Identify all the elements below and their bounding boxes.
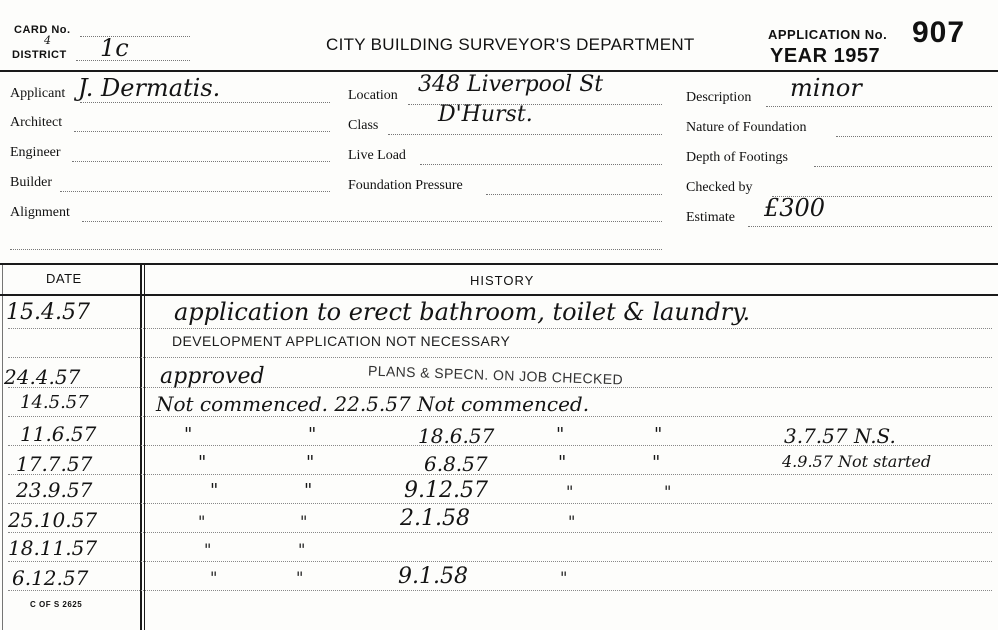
history-entry: " (566, 482, 574, 501)
architect-label: Architect (10, 115, 63, 130)
table-row-date: 25.10.57 (8, 508, 98, 532)
department-title: CITY BUILDING SURVEYOR'S DEPARTMENT (326, 35, 695, 54)
table-row-date: 18.11.57 (8, 536, 98, 560)
live-load-label: Live Load (348, 148, 406, 163)
history-entry: " (308, 424, 317, 445)
table-row-date: 15.4.57 (6, 300, 90, 325)
builder-label: Builder (10, 175, 52, 190)
history-entry: " (654, 424, 663, 445)
history-entry: " (304, 480, 313, 501)
history-entry: 9.12.57 (404, 478, 488, 503)
history-entry: " (198, 452, 207, 473)
history-entry: " (558, 452, 567, 473)
history-stamp: PLANS & SPECN. ON JOB CHECKED (367, 362, 624, 388)
history-entry: 2.1.58 (400, 506, 470, 531)
table-header-rule (0, 294, 998, 296)
district-label: DISTRICT (12, 49, 67, 61)
history-entry: approved (160, 364, 265, 389)
history-entry: " (556, 424, 565, 445)
history-entry: " (198, 512, 206, 531)
estimate-value: £300 (764, 194, 826, 222)
history-stamp: DEVELOPMENT APPLICATION NOT NECESSARY (172, 333, 511, 349)
engineer-label: Engineer (10, 145, 61, 160)
history-entry: " (300, 512, 308, 531)
applicant-label: Applicant (10, 86, 66, 101)
class-label: Class (348, 118, 379, 133)
year-label: YEAR 1957 (770, 45, 881, 67)
depth-of-footings-label: Depth of Footings (686, 150, 788, 165)
estimate-label: Estimate (686, 210, 735, 225)
description-value: minor (790, 74, 862, 102)
history-entry: " (306, 452, 315, 473)
date-header: DATE (46, 271, 82, 286)
table-left-rule (2, 263, 3, 630)
history-entry: application to erect bathroom, toilet & laundry. (174, 298, 751, 326)
history-entry: " (664, 482, 672, 501)
district-value: 1c (100, 34, 129, 62)
history-entry: " (204, 540, 212, 559)
alignment-label: Alignment (10, 205, 70, 220)
table-row-date: 23.9.57 (16, 478, 93, 502)
history-entry: Not commenced. 22.5.57 Not commenced. (156, 392, 590, 416)
history-entry: " (652, 452, 661, 473)
history-entry: " (210, 480, 219, 501)
history-entry: " (296, 568, 304, 587)
location-value: 348 Liverpool St (418, 72, 604, 97)
foundation-pressure-label: Foundation Pressure (348, 178, 463, 193)
table-row-date: 14.5.57 (20, 392, 89, 413)
history-header: HISTORY (470, 273, 535, 288)
application-no-label: APPLICATION No. (768, 27, 888, 42)
history-entry: " (184, 424, 193, 445)
card-no-value: 4 (44, 34, 51, 47)
form-code: C OF S 2625 (30, 600, 83, 609)
table-row-date: 11.6.57 (20, 422, 97, 446)
table-row-date: 17.7.57 (16, 452, 93, 476)
card-no-label: CARD No. (14, 24, 71, 36)
history-entry: 4.9.57 Not started (782, 452, 932, 471)
checked-by-label: Checked by (686, 180, 753, 195)
application-no-value: 907 (912, 16, 966, 49)
date-column-rule (140, 263, 142, 630)
table-row-date: 6.12.57 (12, 566, 89, 590)
history-entry: 6.8.57 (424, 452, 488, 476)
history-entry: " (210, 568, 218, 587)
class-value: D'Hurst. (438, 102, 533, 127)
nature-of-foundation-label: Nature of Foundation (686, 120, 807, 135)
table-top-rule (0, 263, 998, 265)
table-row-date: 24.4.57 (4, 365, 81, 389)
history-entry: 3.7.57 N.S. (784, 424, 896, 448)
description-label: Description (686, 90, 752, 105)
history-entry: 9.1.58 (398, 564, 468, 589)
date-column-rule-inner (144, 263, 145, 630)
history-entry: 18.6.57 (418, 424, 495, 448)
history-entry: " (568, 512, 576, 531)
location-label: Location (348, 88, 398, 103)
history-entry: " (560, 568, 568, 587)
history-entry: " (298, 540, 306, 559)
applicant-value: J. Dermatis. (78, 74, 221, 102)
